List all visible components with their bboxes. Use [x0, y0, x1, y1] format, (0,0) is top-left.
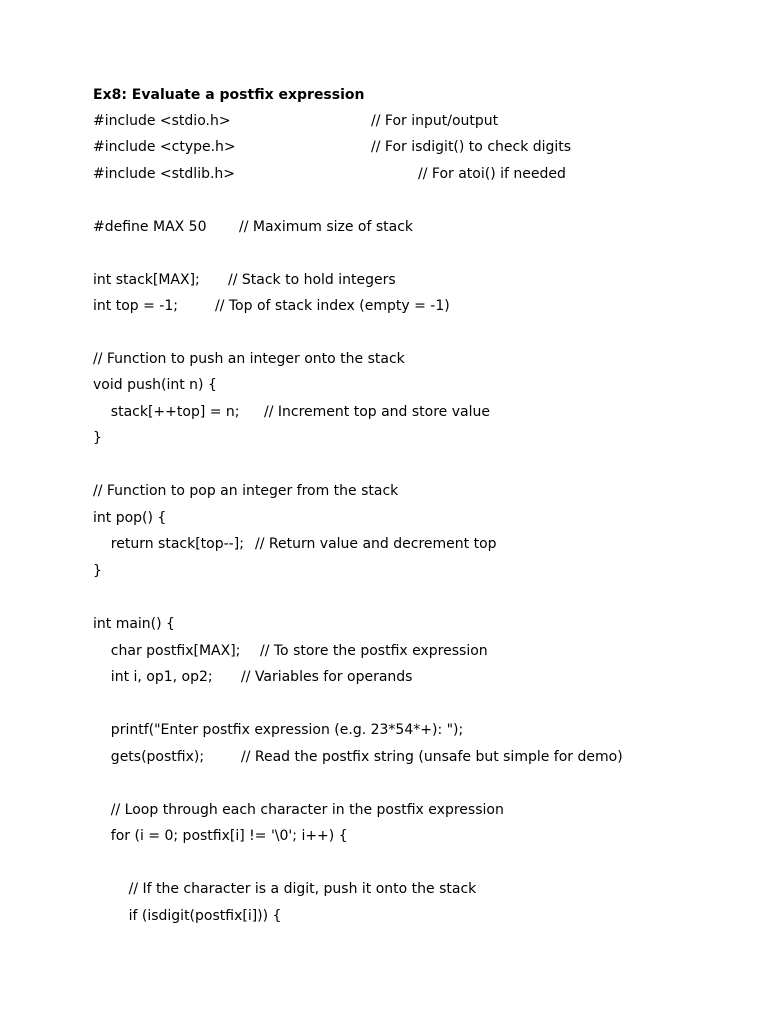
code-text: #include <stdlib.h>	[93, 166, 236, 182]
code-comment: // Maximum size of stack	[239, 219, 414, 235]
code-comment: // To store the postfix expression	[260, 643, 488, 659]
code-line	[93, 903, 281, 929]
code-line	[93, 505, 166, 531]
code-text: #include <stdio.h>	[93, 113, 231, 129]
code-comment: // For isdigit() to check digits	[371, 139, 572, 155]
code-text: for (i = 0; postfix[i] != '\0'; i++) {	[93, 828, 348, 844]
code-text: int stack[MAX];	[93, 272, 200, 288]
code-text: }	[93, 430, 102, 446]
code-line	[93, 399, 490, 425]
code-comment: // Top of stack index (empty = -1)	[215, 298, 450, 314]
code-text: char postfix[MAX];	[93, 643, 241, 659]
code-line	[93, 797, 504, 823]
code-line	[93, 108, 499, 134]
code-line	[93, 372, 217, 398]
code-text: int top = -1;	[93, 298, 178, 314]
code-line	[93, 531, 497, 557]
code-text: #include <ctype.h>	[93, 139, 236, 155]
code-comment: // For atoi() if needed	[418, 166, 566, 182]
code-text: // Function to pop an integer from the stack	[93, 483, 399, 499]
code-text: }	[93, 563, 102, 579]
code-line	[93, 425, 102, 451]
code-line	[93, 478, 398, 504]
code-text: // Loop through each character in the postfix expression	[93, 802, 504, 818]
code-line	[93, 161, 566, 187]
code-comment: // Increment top and store value	[264, 404, 490, 420]
code-line	[93, 876, 476, 902]
code-text: gets(postfix);	[93, 749, 205, 765]
code-text: printf("Enter postfix expression (e.g. 23*54*+): ");	[93, 722, 464, 738]
code-line	[93, 214, 414, 240]
code-line	[93, 558, 102, 584]
code-text: #define MAX 50	[93, 219, 207, 235]
code-text: return stack[top--];	[93, 536, 244, 552]
code-comment: // Read the postfix string (unsafe but simple for demo)	[241, 749, 623, 765]
code-line	[93, 611, 175, 637]
code-text: // Function to push an integer onto the stack	[93, 351, 405, 367]
code-comment: // For input/output	[371, 113, 499, 129]
code-comment: // Variables for operands	[241, 669, 413, 685]
document-title: Ex8: Evaluate a postfix expression	[93, 87, 365, 103]
code-line	[93, 293, 450, 319]
code-line	[93, 267, 396, 293]
code-text: if (isdigit(postfix[i])) {	[93, 908, 282, 924]
code-line	[93, 744, 623, 770]
code-text: void push(int n) {	[93, 377, 217, 393]
code-comment: // Return value and decrement top	[255, 536, 497, 552]
code-text: int main() {	[93, 616, 175, 632]
code-line	[93, 717, 463, 743]
code-text: int pop() {	[93, 510, 167, 526]
code-line	[93, 134, 572, 160]
code-line	[93, 346, 405, 372]
code-line	[93, 664, 413, 690]
code-text: int i, op1, op2;	[93, 669, 213, 685]
code-text: stack[++top] = n;	[93, 404, 240, 420]
code-comment: // Stack to hold integers	[228, 272, 396, 288]
code-line	[93, 638, 488, 664]
code-line	[93, 823, 348, 849]
code-text: // If the character is a digit, push it onto the stack	[93, 881, 477, 897]
